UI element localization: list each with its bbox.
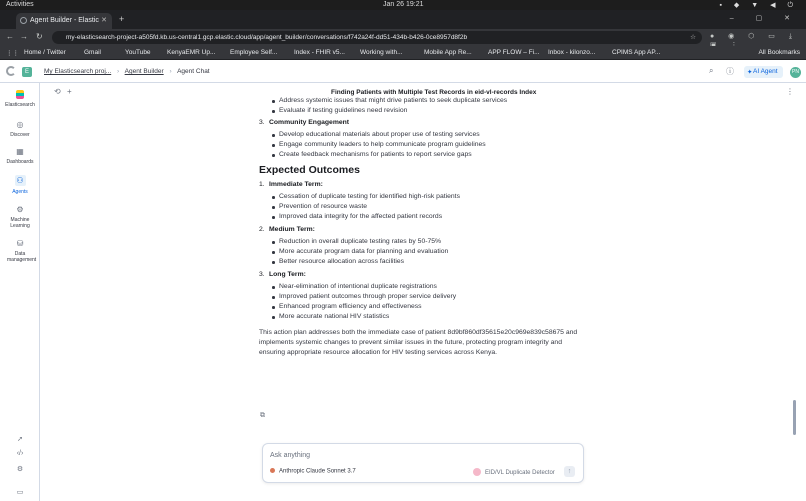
bookmark-item[interactable]: Index - FHIR v5... [294, 49, 345, 56]
conversation-title: Finding Patients with Multiple Test Records in eid-vl-records Index [331, 89, 537, 96]
scrollbar[interactable] [793, 400, 796, 435]
breadcrumb-project[interactable]: My Elasticsearch proj... [44, 68, 112, 75]
browser-toolbar [0, 29, 806, 46]
bookmarks-bar [0, 46, 806, 60]
machine-learning-icon: ⚙ [16, 205, 24, 214]
activities-button[interactable]: Activities [6, 1, 34, 8]
sidebar-item-discover[interactable] [0, 120, 40, 138]
bookmark-star-icon[interactable]: ☆ [690, 34, 696, 41]
browser-tab[interactable] [16, 13, 112, 29]
reload-icon[interactable]: ↻ [36, 32, 43, 41]
compass-icon: ◎ [16, 120, 24, 129]
bookmark-item[interactable]: Working with... [360, 49, 403, 56]
sidebar-item-agents[interactable] [0, 175, 40, 195]
bookmark-item[interactable]: KenyaEMR Up... [167, 49, 216, 56]
all-bookmarks-button[interactable]: All Bookmarks [758, 49, 800, 56]
space-avatar[interactable]: E [22, 67, 32, 77]
list-item: Evaluate if testing guidelines need revision [279, 106, 589, 116]
bookmark-item[interactable]: APP FLOW – Fi... [488, 49, 540, 56]
item-title: Community Engagement [269, 119, 350, 126]
sidebar-item-label: Agents [12, 189, 28, 195]
system-clock[interactable]: Jan 26 19:21 [383, 1, 424, 8]
sparkle-icon: ✦ [747, 69, 753, 76]
url-text: my-elasticsearch-project-a505fd.kb.us-central1.gcp.elastic.cloud/app/agent_builder/conversations/f742a24f-dd51-434b-b426-0ce8957d8f2b [66, 34, 468, 41]
list-item: Create feedback mechanisms for patients to report service gaps [279, 150, 589, 160]
dashboard-icon: ▦ [16, 147, 24, 156]
search-icon[interactable]: ⌕ [709, 66, 714, 75]
model-selector[interactable] [270, 468, 356, 475]
bookmark-item[interactable]: YouTube [125, 49, 151, 56]
summary-paragraph: This action plan addresses both the immediate case of patient 8d9bf860df35615e20c969e839c58675 and implements systemic changes to prevent similar issues in the future, protecting program integrity and ensuring appropriate resource allocation for HIV testing services across Kenya. [259, 329, 578, 356]
kibana-header [0, 61, 806, 83]
help-icon[interactable]: ⓘ [726, 67, 734, 76]
list-item: Near-elimination of intentional duplicate registrations [279, 282, 589, 292]
chevron-right-icon: › [117, 68, 120, 75]
item-number: 3. [259, 119, 265, 126]
elastic-logo-icon[interactable] [6, 66, 16, 76]
list-item: Enhanced program efficiency and effectiveness [279, 302, 589, 312]
sidebar [0, 83, 40, 501]
list-item: More accurate national HIV statistics [279, 312, 589, 322]
breadcrumb-agent-builder[interactable]: Agent Builder [124, 68, 164, 75]
list-item: Cessation of duplicate testing for identified high-risk patients [279, 192, 589, 202]
window-controls[interactable]: – ▢ ✕ [729, 15, 800, 22]
apps-icon[interactable]: ⋮⋮ [6, 50, 19, 57]
browser-tab-strip [0, 10, 806, 29]
bookmark-item[interactable]: CPIMS App AP... [612, 49, 661, 56]
bookmark-item[interactable]: Mobile App Re... [424, 49, 472, 56]
bookmark-item[interactable]: Gmail [84, 49, 101, 56]
collapse-sidebar-icon[interactable]: ▭ [16, 489, 24, 496]
new-chat-icon[interactable]: + [67, 87, 72, 96]
sidebar-item-label: Machine Learning [10, 217, 30, 229]
rocket-icon[interactable]: ➚ [17, 436, 23, 443]
breadcrumb-agent-chat: Agent Chat [177, 68, 210, 75]
agent-avatar-icon [473, 468, 481, 476]
sidebar-item-label: Discover [10, 132, 30, 138]
sidebar-brand-label: Elasticsearch [5, 102, 35, 108]
bookmark-item[interactable]: Inbox - kilonzo... [548, 49, 596, 56]
numbered-item [259, 180, 589, 222]
address-bar[interactable] [52, 31, 702, 44]
numbered-item [259, 225, 589, 267]
tab-title: Agent Builder - Elastic [30, 17, 99, 24]
list-item: Improved patient outcomes through proper service delivery [279, 292, 589, 302]
list-item: Improved data integrity for the affected patient records [279, 212, 589, 222]
chat-composer [262, 443, 584, 483]
extension-icons[interactable]: ● ◉ ⬡ ▭ ⤓ [710, 33, 798, 40]
system-tray-icons[interactable]: ▪ ◆ ▼ ◀ ⏻ [719, 2, 798, 9]
tab-favicon-icon [20, 17, 27, 24]
numbered-item [259, 270, 589, 322]
anthropic-icon [270, 468, 275, 473]
bookmark-item[interactable]: Employee Self... [230, 49, 278, 56]
elasticsearch-logo-icon [16, 90, 24, 99]
agents-icon: ⚇ [16, 176, 24, 185]
list-item: Address systemic issues that might drive patients to seek duplicate services [279, 96, 589, 106]
numbered-item [259, 118, 589, 160]
close-tab-icon[interactable]: ✕ [101, 17, 107, 24]
agent-name: EID/VL Duplicate Detector [485, 470, 555, 476]
database-icon: ⛁ [16, 239, 24, 248]
list-item: Engage community leaders to help communicate program guidelines [279, 140, 589, 150]
code-icon[interactable]: ‹/› [16, 450, 24, 457]
item-title: Long Term: [269, 271, 306, 278]
assistant-message [259, 97, 589, 431]
section-heading: Expected Outcomes [259, 164, 360, 176]
item-number: 1. [259, 181, 265, 188]
ai-agent-button[interactable] [744, 66, 783, 78]
item-title: Immediate Term: [269, 181, 323, 188]
list-item: More accurate program data for planning and evaluation [279, 247, 589, 257]
item-number: 2. [259, 226, 265, 233]
ai-agent-label: AI Agent [753, 68, 778, 75]
copy-icon[interactable]: ⧉ [260, 412, 265, 419]
new-tab-button[interactable]: + [119, 14, 125, 24]
sidebar-item-data-management[interactable] [0, 239, 40, 263]
chat-input[interactable]: Ask anything [270, 452, 311, 459]
list-item: Develop educational materials about proper use of testing services [279, 130, 589, 140]
sidebar-item-label: Data management [7, 251, 37, 263]
list-item: Reduction in overall duplicate testing rates by 50-75% [279, 237, 589, 247]
list-item: Better resource allocation across facilities [279, 257, 589, 267]
gear-icon[interactable]: ⚙ [16, 466, 24, 473]
send-button[interactable]: ↑ [564, 466, 575, 477]
item-title: Medium Term: [269, 226, 315, 233]
sidebar-item-machine-learning[interactable] [0, 205, 40, 229]
breadcrumb [44, 68, 210, 75]
model-name: Anthropic Claude Sonnet 3.7 [279, 468, 356, 475]
item-number: 3. [259, 271, 265, 278]
list-item: Prevention of resource waste [279, 202, 589, 212]
sidebar-item-label: Dashboards [6, 159, 34, 165]
more-options-icon[interactable]: ⋮ [786, 87, 794, 96]
back-icon[interactable]: ← [6, 32, 14, 41]
avatar[interactable]: PN [790, 67, 801, 78]
history-icon[interactable]: ⟲ [54, 87, 61, 96]
bookmark-item[interactable]: Home / Twitter [24, 49, 66, 56]
chevron-right-icon: › [169, 68, 172, 75]
agent-selector[interactable] [473, 468, 555, 476]
os-top-bar [0, 0, 806, 10]
sidebar-brand[interactable] [0, 90, 40, 108]
forward-icon[interactable]: → [20, 32, 28, 41]
sidebar-item-dashboards[interactable] [0, 147, 40, 165]
